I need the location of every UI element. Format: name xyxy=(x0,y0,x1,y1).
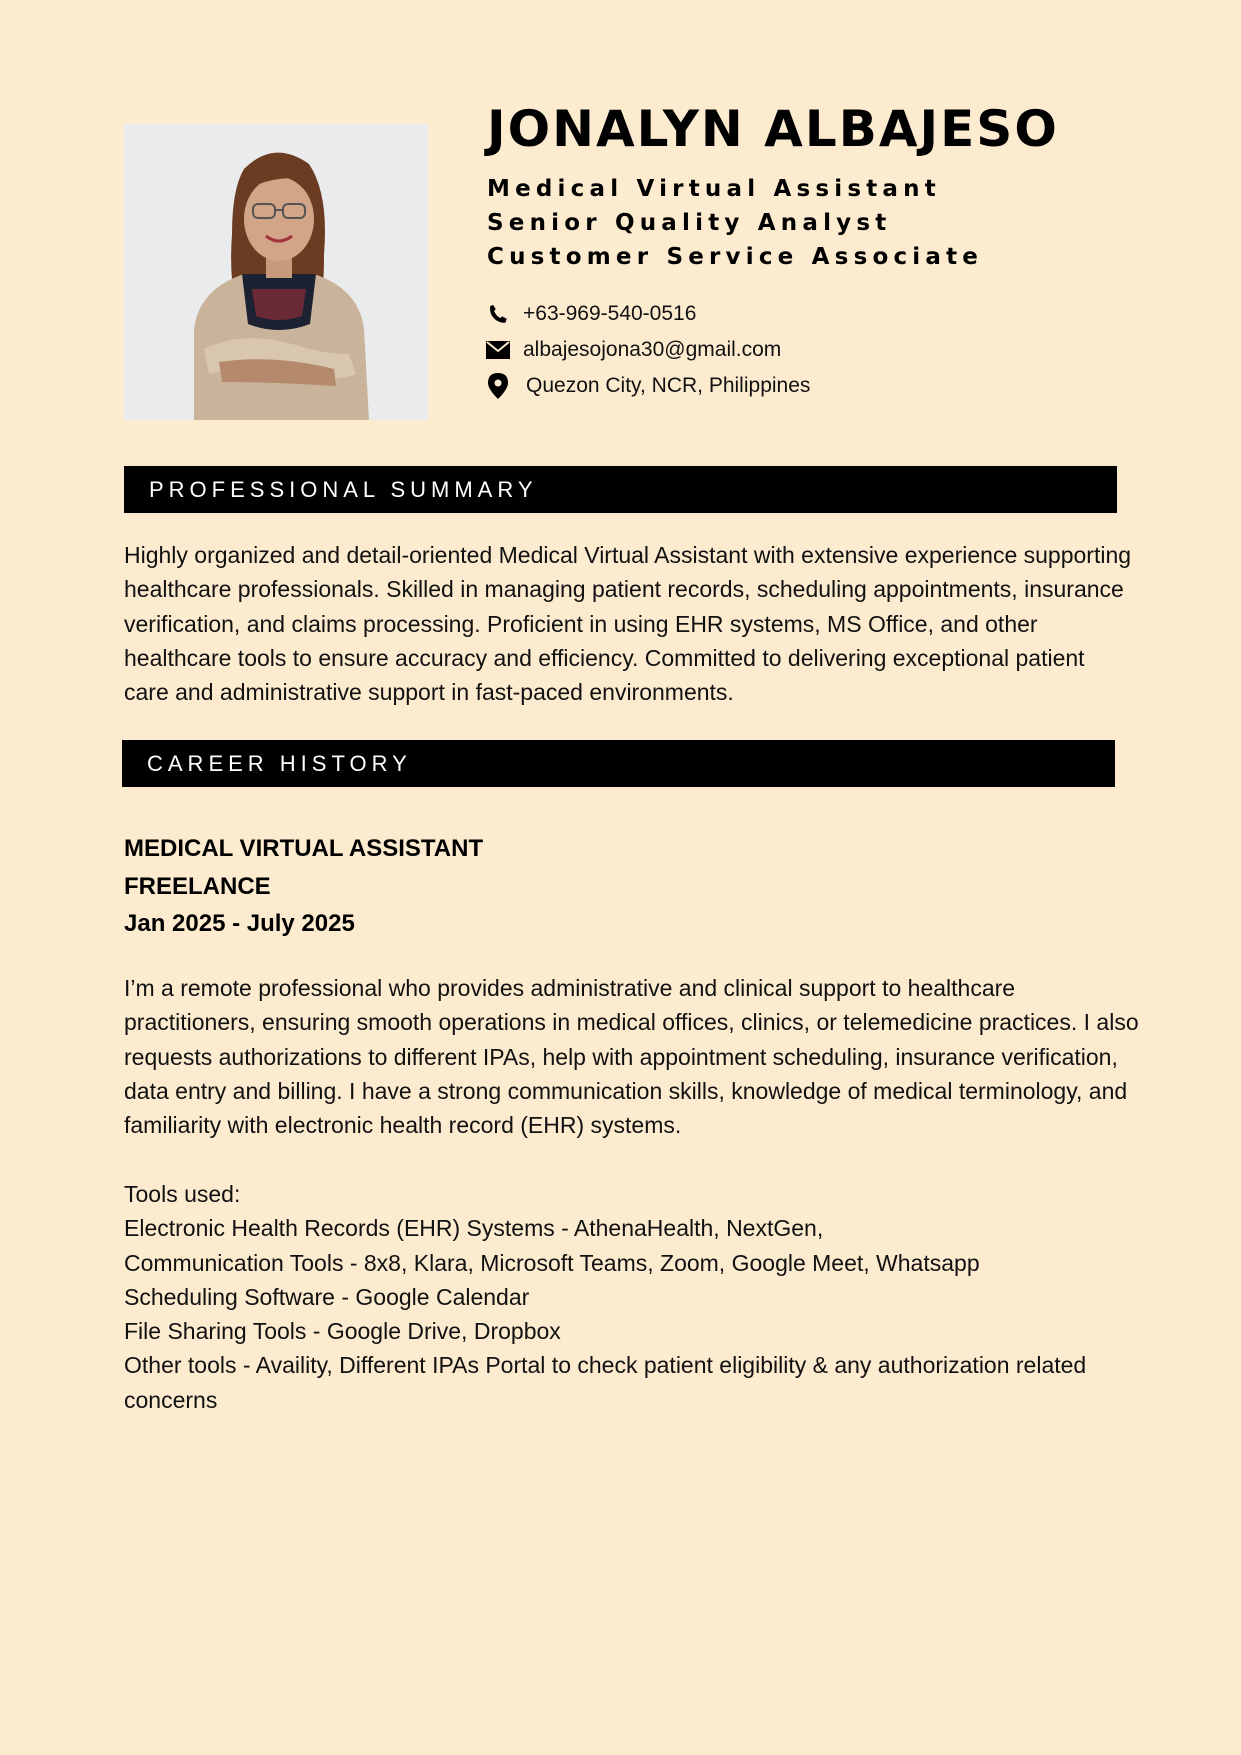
title-line: Medical Virtual Assistant xyxy=(487,176,941,202)
summary-text: Highly organized and detail-oriented Medical Virtual Assistant with extensive experience supporting healthcare professionals. Skilled in managing patient records, scheduling appointments, insurance verification, and claims processing. Proficient in using EHR systems, MS Office, and other healthcare tools to ensure accuracy and efficiency. Committed to delivering exceptional patient care and administrative support in fast-paced environments. xyxy=(124,542,1132,706)
tools-heading: Tools used: xyxy=(124,1181,241,1207)
candidate-name: JONALYN ALBAJESO xyxy=(487,100,1059,158)
phone-number: +63-969-540-0516 xyxy=(523,302,697,325)
tool-item: Other tools - Availity, Different IPAs Portal to check patient eligibility & any authorization related concerns xyxy=(124,1352,1087,1413)
map-pin-icon xyxy=(485,373,511,399)
section-header-career: CAREER HISTORY xyxy=(122,740,1115,787)
tools-list xyxy=(124,1177,1144,1417)
tool-item: File Sharing Tools - Google Drive, Dropbox xyxy=(124,1318,561,1345)
location-text: Quezon City, NCR, Philippines xyxy=(526,374,811,397)
contact-location xyxy=(485,368,810,404)
job-company: FREELANCE xyxy=(124,872,271,900)
envelope-icon xyxy=(485,337,511,363)
job-entry-header xyxy=(124,830,483,943)
job-titles xyxy=(487,172,983,274)
tool-item: Communication Tools - 8x8, Klara, Microsoft Teams, Zoom, Google Meet, Whatsapp xyxy=(124,1249,980,1276)
email-address: albajesojona30@gmail.com xyxy=(523,338,782,361)
title-line: Senior Quality Analyst xyxy=(487,210,892,236)
job-dates: Jan 2025 - July 2025 xyxy=(124,910,355,937)
contact-info xyxy=(485,296,810,404)
title-line: Customer Service Associate xyxy=(487,244,984,270)
contact-phone xyxy=(485,296,810,332)
phone-icon xyxy=(485,301,511,327)
contact-email xyxy=(485,332,810,368)
tool-item: Scheduling Software - Google Calendar xyxy=(124,1283,530,1310)
job-title: MEDICAL VIRTUAL ASSISTANT xyxy=(124,835,484,862)
tool-item: Electronic Health Records (EHR) Systems - AthenaHealth, NextGen, xyxy=(124,1215,824,1242)
job-description: I’m a remote professional who provides administrative and clinical support to healthcare practitioners, ensuring smooth operations in medical offices, clinics, or telemedicine practices. I also requests authorizations to different IPAs, help with appointment scheduling, insurance verification, data entry and billing. I have a strong communication skills, knowledge of medical terminology, and familiarity with electronic health record (EHR) systems. xyxy=(124,975,1139,1139)
section-header-summary: PROFESSIONAL SUMMARY xyxy=(124,466,1117,513)
profile-photo xyxy=(124,124,428,420)
